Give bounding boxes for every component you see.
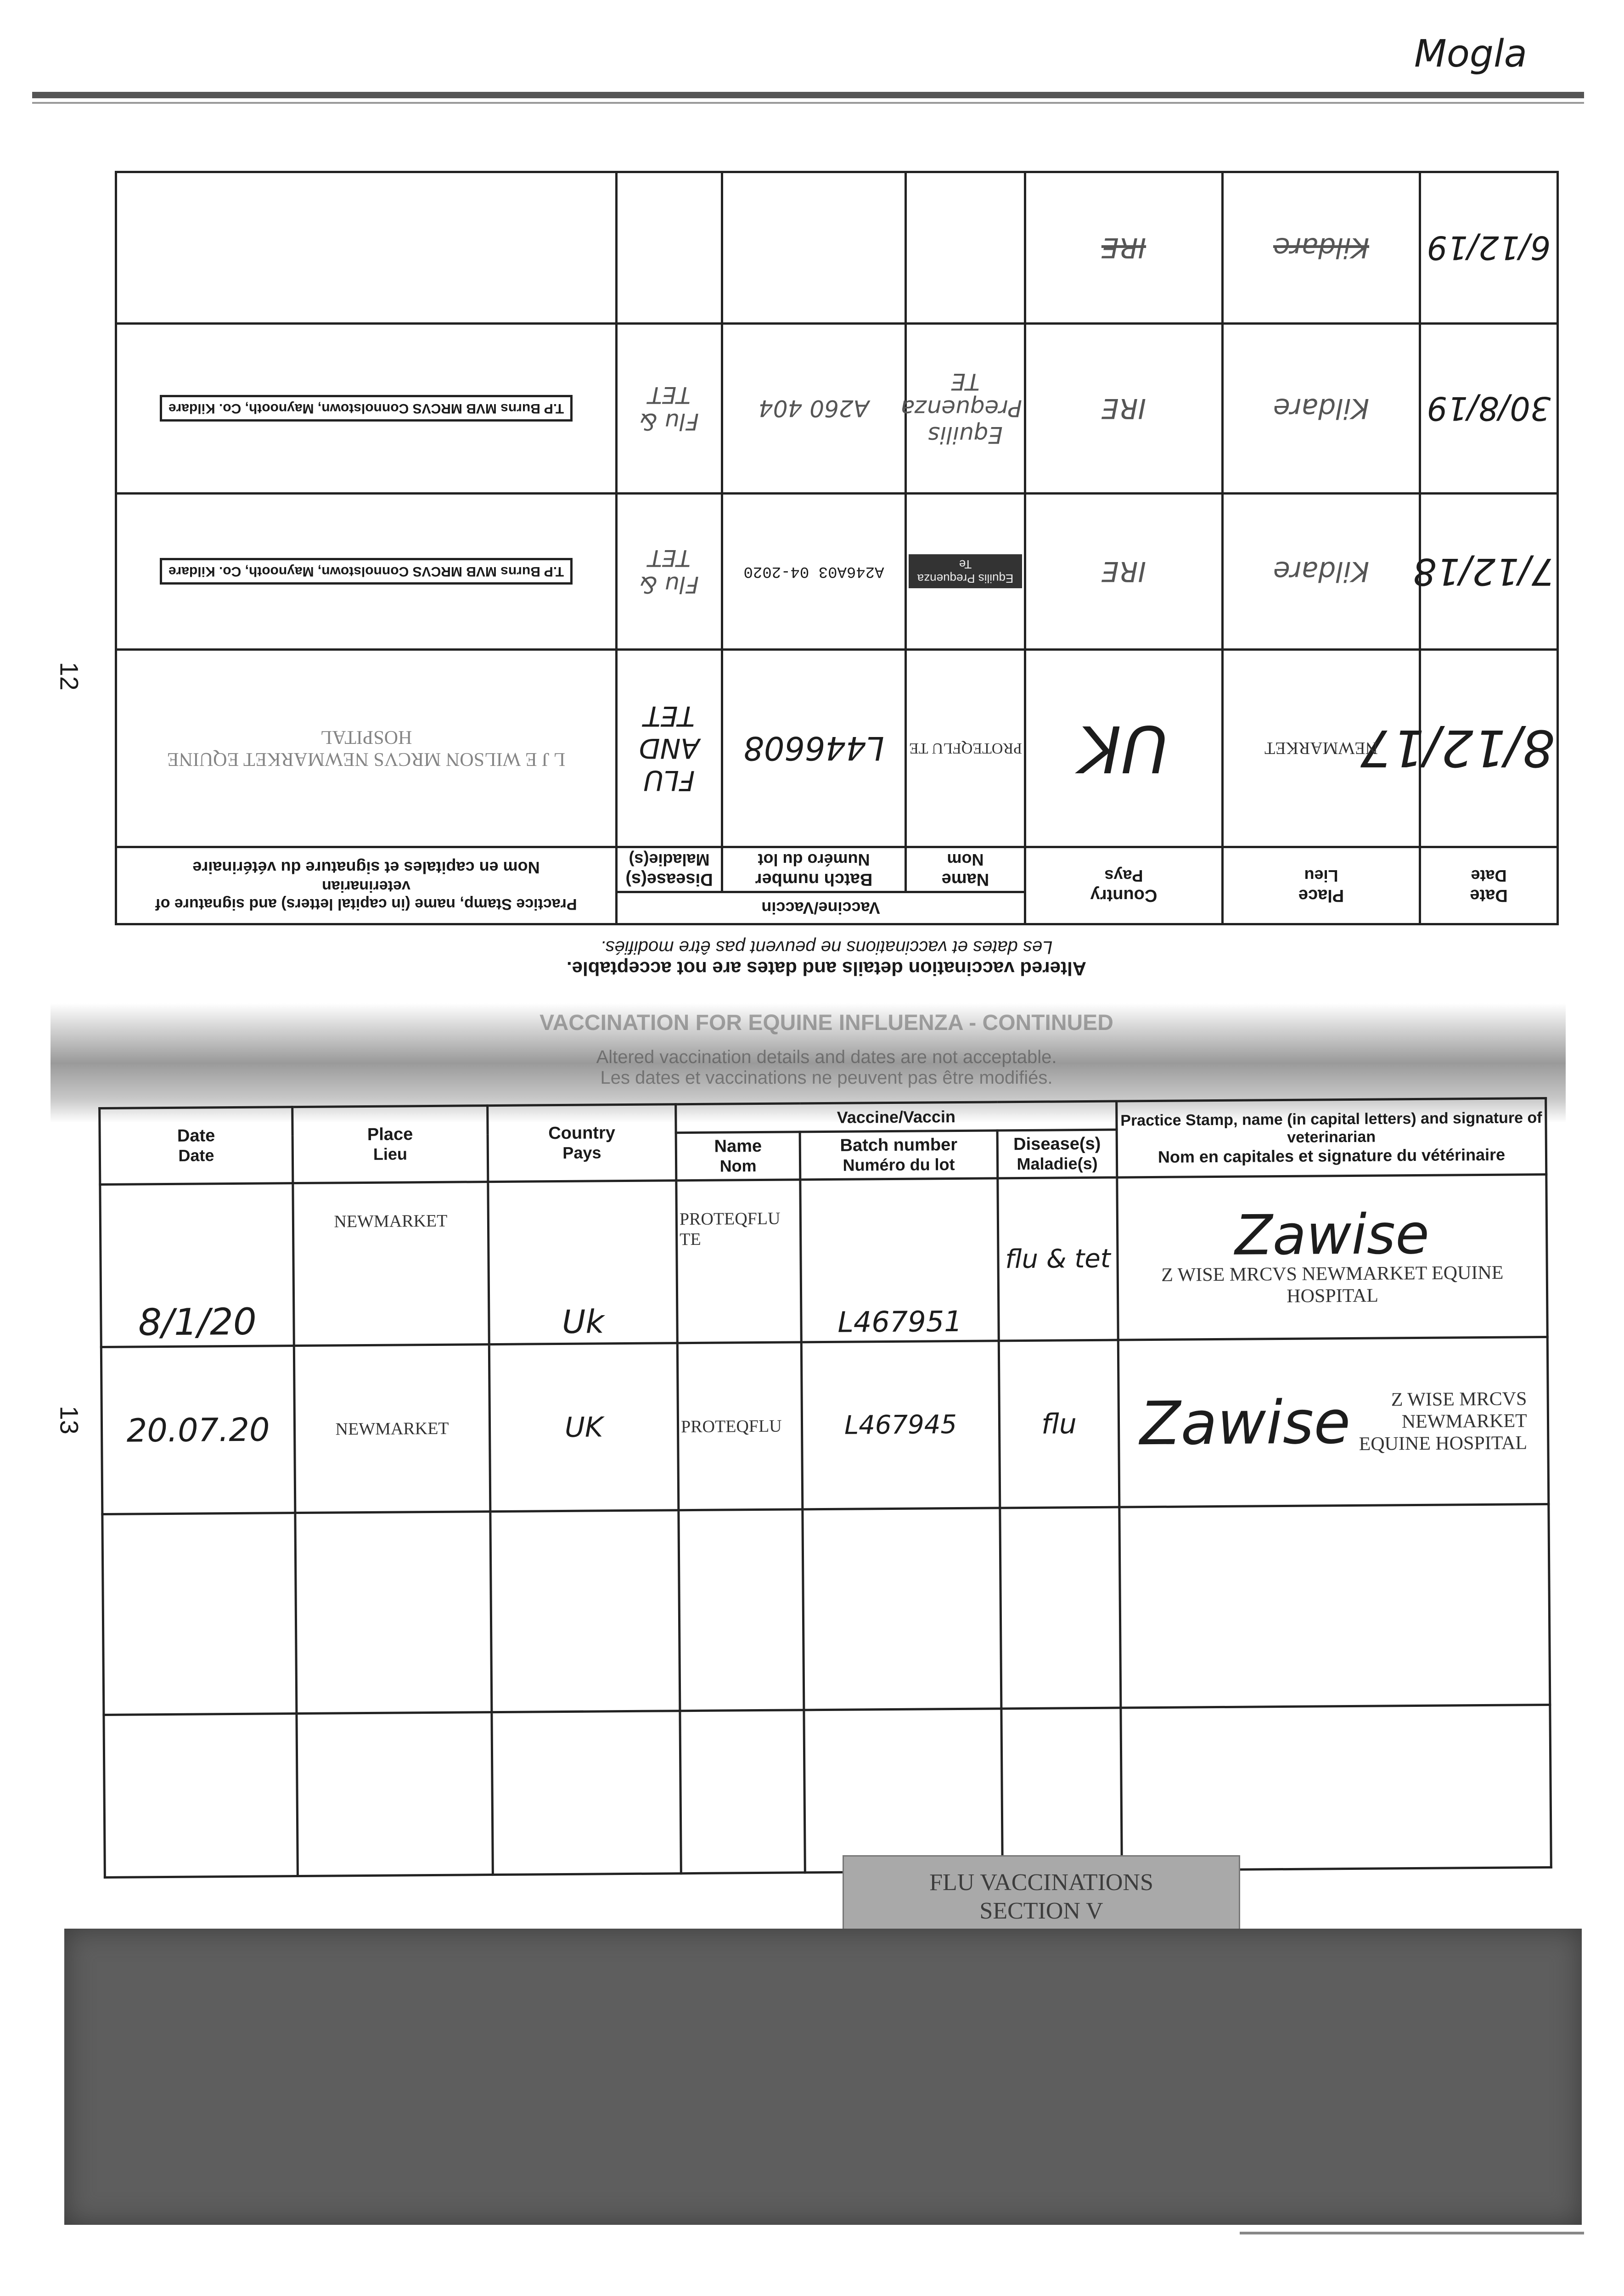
row-country (492, 1711, 681, 1875)
row-vaccine-name: PROTEQFLU (677, 1342, 803, 1510)
row-vet-stamp: T.P Burns MVB MRCVS Connolstown, Maynooth, Co. Kildare (116, 494, 616, 650)
row-batch (804, 1709, 1002, 1873)
row-batch: L467951 (800, 1178, 999, 1342)
row-vaccine-name (680, 1710, 805, 1874)
upper-warning: Altered vaccination details and dates are not acceptable. Les dates et vaccinations ne peuvent pas être modifiés. (566, 937, 1087, 979)
header-place: Place Lieu (292, 1106, 488, 1183)
row-vet-stamp (1119, 1504, 1550, 1708)
row-country: Uk (488, 1181, 677, 1345)
section-label-line1: FLU VACCINATIONS (929, 1869, 1153, 1896)
row-place: Kildare (1223, 172, 1420, 324)
page-number-13: 13 (55, 1406, 84, 1435)
row-batch: A246A03 04-2020 (722, 494, 906, 650)
top-rule-thin (32, 102, 1584, 104)
row-country: UK (1025, 650, 1223, 847)
row-date: 30/8/19 (1420, 324, 1558, 494)
row-place: NEWMARKET (1223, 650, 1420, 847)
row-disease (1000, 1507, 1121, 1709)
row-date (102, 1513, 297, 1715)
row-date (104, 1714, 298, 1878)
header-date: Date Date (100, 1107, 293, 1185)
header-batch: Batch number Numéro du lot (800, 1131, 998, 1180)
header-date: Date Date (1420, 847, 1558, 924)
row-place: Kildare (1223, 494, 1420, 650)
vet-signature: Zawise (1234, 1202, 1430, 1268)
row-disease: Flu & TET (616, 324, 722, 494)
section-label-line2: SECTION V (979, 1898, 1103, 1924)
row-place (295, 1512, 492, 1714)
row-place: NEWMARKET (293, 1182, 489, 1346)
header-vaccine: Vaccine/Vaccin (676, 1101, 1117, 1133)
row-disease (1001, 1708, 1122, 1871)
row-batch: L467945 (801, 1341, 1000, 1509)
row-country: UK (489, 1343, 679, 1512)
table-row (101, 1337, 1548, 1514)
row-country (490, 1510, 680, 1712)
vet-signature: Zawise (1139, 1387, 1351, 1458)
row-disease: FLU AND TET (616, 650, 722, 847)
header-disease: Disease(s) Maladie(s) (616, 847, 722, 892)
header-stamp: Practice Stamp, name (in capital letters) and signature of veterinarian Nom en capitales et signature du vétérinaire (116, 847, 616, 924)
row-disease: flu & tet (998, 1178, 1118, 1341)
row-vet-stamp: L J E WILSON MRCVS NEWMARKET EQUINE HOSPITAL (116, 650, 616, 847)
header-vaccine: Vaccine/Vaccin (616, 892, 1025, 924)
lower-warning: Altered vaccination details and dates are not acceptable. Les dates et vaccinations ne peuvent pas être modifiés. (596, 1047, 1057, 1088)
row-vaccine-name: PROTEQFLU TE (676, 1180, 801, 1343)
table-row (116, 650, 1557, 847)
row-batch: A260 404 (722, 324, 906, 494)
header-country: Country Pays (1025, 847, 1223, 924)
row-batch: L446608 (722, 650, 906, 847)
row-batch (722, 172, 906, 324)
header-place: Place Lieu (1223, 847, 1420, 924)
header-batch: Batch number Numéro du lot (722, 847, 906, 892)
table-row (100, 1175, 1547, 1347)
row-vet-stamp (1118, 1337, 1549, 1508)
row-date: 6/12/19 (1420, 172, 1558, 324)
vet-name-stamp: Z WISE MRCVS NEWMARKET EQUINE HOSPITAL (1161, 1262, 1504, 1307)
header-country: Country Pays (488, 1104, 676, 1182)
header-name: Name Nom (906, 847, 1025, 892)
row-vet-stamp (1121, 1705, 1551, 1870)
table-row (104, 1705, 1551, 1878)
row-vaccine-name (906, 172, 1025, 324)
top-rule (32, 92, 1584, 98)
row-country: IRE (1025, 494, 1223, 650)
row-place: NEWMARKET (294, 1345, 490, 1513)
bottom-rule (1240, 2232, 1584, 2234)
table-row (116, 172, 1557, 324)
row-disease: Flu & TET (616, 494, 722, 650)
header-name: Name Nom (676, 1132, 800, 1181)
row-place (297, 1712, 493, 1876)
table-row (102, 1504, 1550, 1715)
row-vet-stamp (116, 172, 616, 324)
row-country: IRE (1025, 172, 1223, 324)
band-title: VACCINATION FOR EQUINE INFLUENZA - CONTINUED (539, 1011, 1113, 1035)
row-disease: flu (999, 1340, 1119, 1508)
row-country: IRE (1025, 324, 1223, 494)
page-number-12: 12 (55, 662, 84, 691)
vet-name-stamp: Z WISE MRCVS NEWMARKET EQUINE HOSPITAL (1359, 1388, 1528, 1455)
row-date: 8/12/17 (1420, 650, 1558, 847)
row-date: 20.07.20 (101, 1346, 295, 1514)
table-row (116, 324, 1557, 494)
lower-vaccination-table (101, 1102, 1547, 1874)
table-row (116, 494, 1557, 650)
row-batch (803, 1508, 1001, 1710)
row-date: 8/1/20 (100, 1183, 294, 1347)
row-place: Kildare (1223, 324, 1420, 494)
row-disease (616, 172, 722, 324)
header-disease: Disease(s) Maladie(s) (997, 1130, 1117, 1178)
row-vaccine-name: Equilis Prequenza Te (906, 494, 1025, 650)
row-vaccine-name: PROTEQFLU TE (906, 650, 1025, 847)
row-vaccine-name (679, 1509, 804, 1711)
row-vet-stamp (1117, 1175, 1547, 1340)
upper-vaccination-table (117, 181, 1559, 925)
upper-page-region (117, 181, 1559, 925)
row-vaccine-name: Equilis Prequenza TE (906, 324, 1025, 494)
row-vet-stamp: T.P Burns MVB MRCVS Connolstown, Maynooth, Co. Kildare (116, 324, 616, 494)
header-stamp: Practice Stamp, name (in capital letters) and signature of veterinarian Nom en capitales et signature du vétérinaire (1117, 1098, 1546, 1178)
dark-scan-area (64, 1929, 1582, 2225)
row-date: 7/12/18 (1420, 494, 1558, 650)
corner-handwritten-note: Mogla (1414, 32, 1527, 76)
